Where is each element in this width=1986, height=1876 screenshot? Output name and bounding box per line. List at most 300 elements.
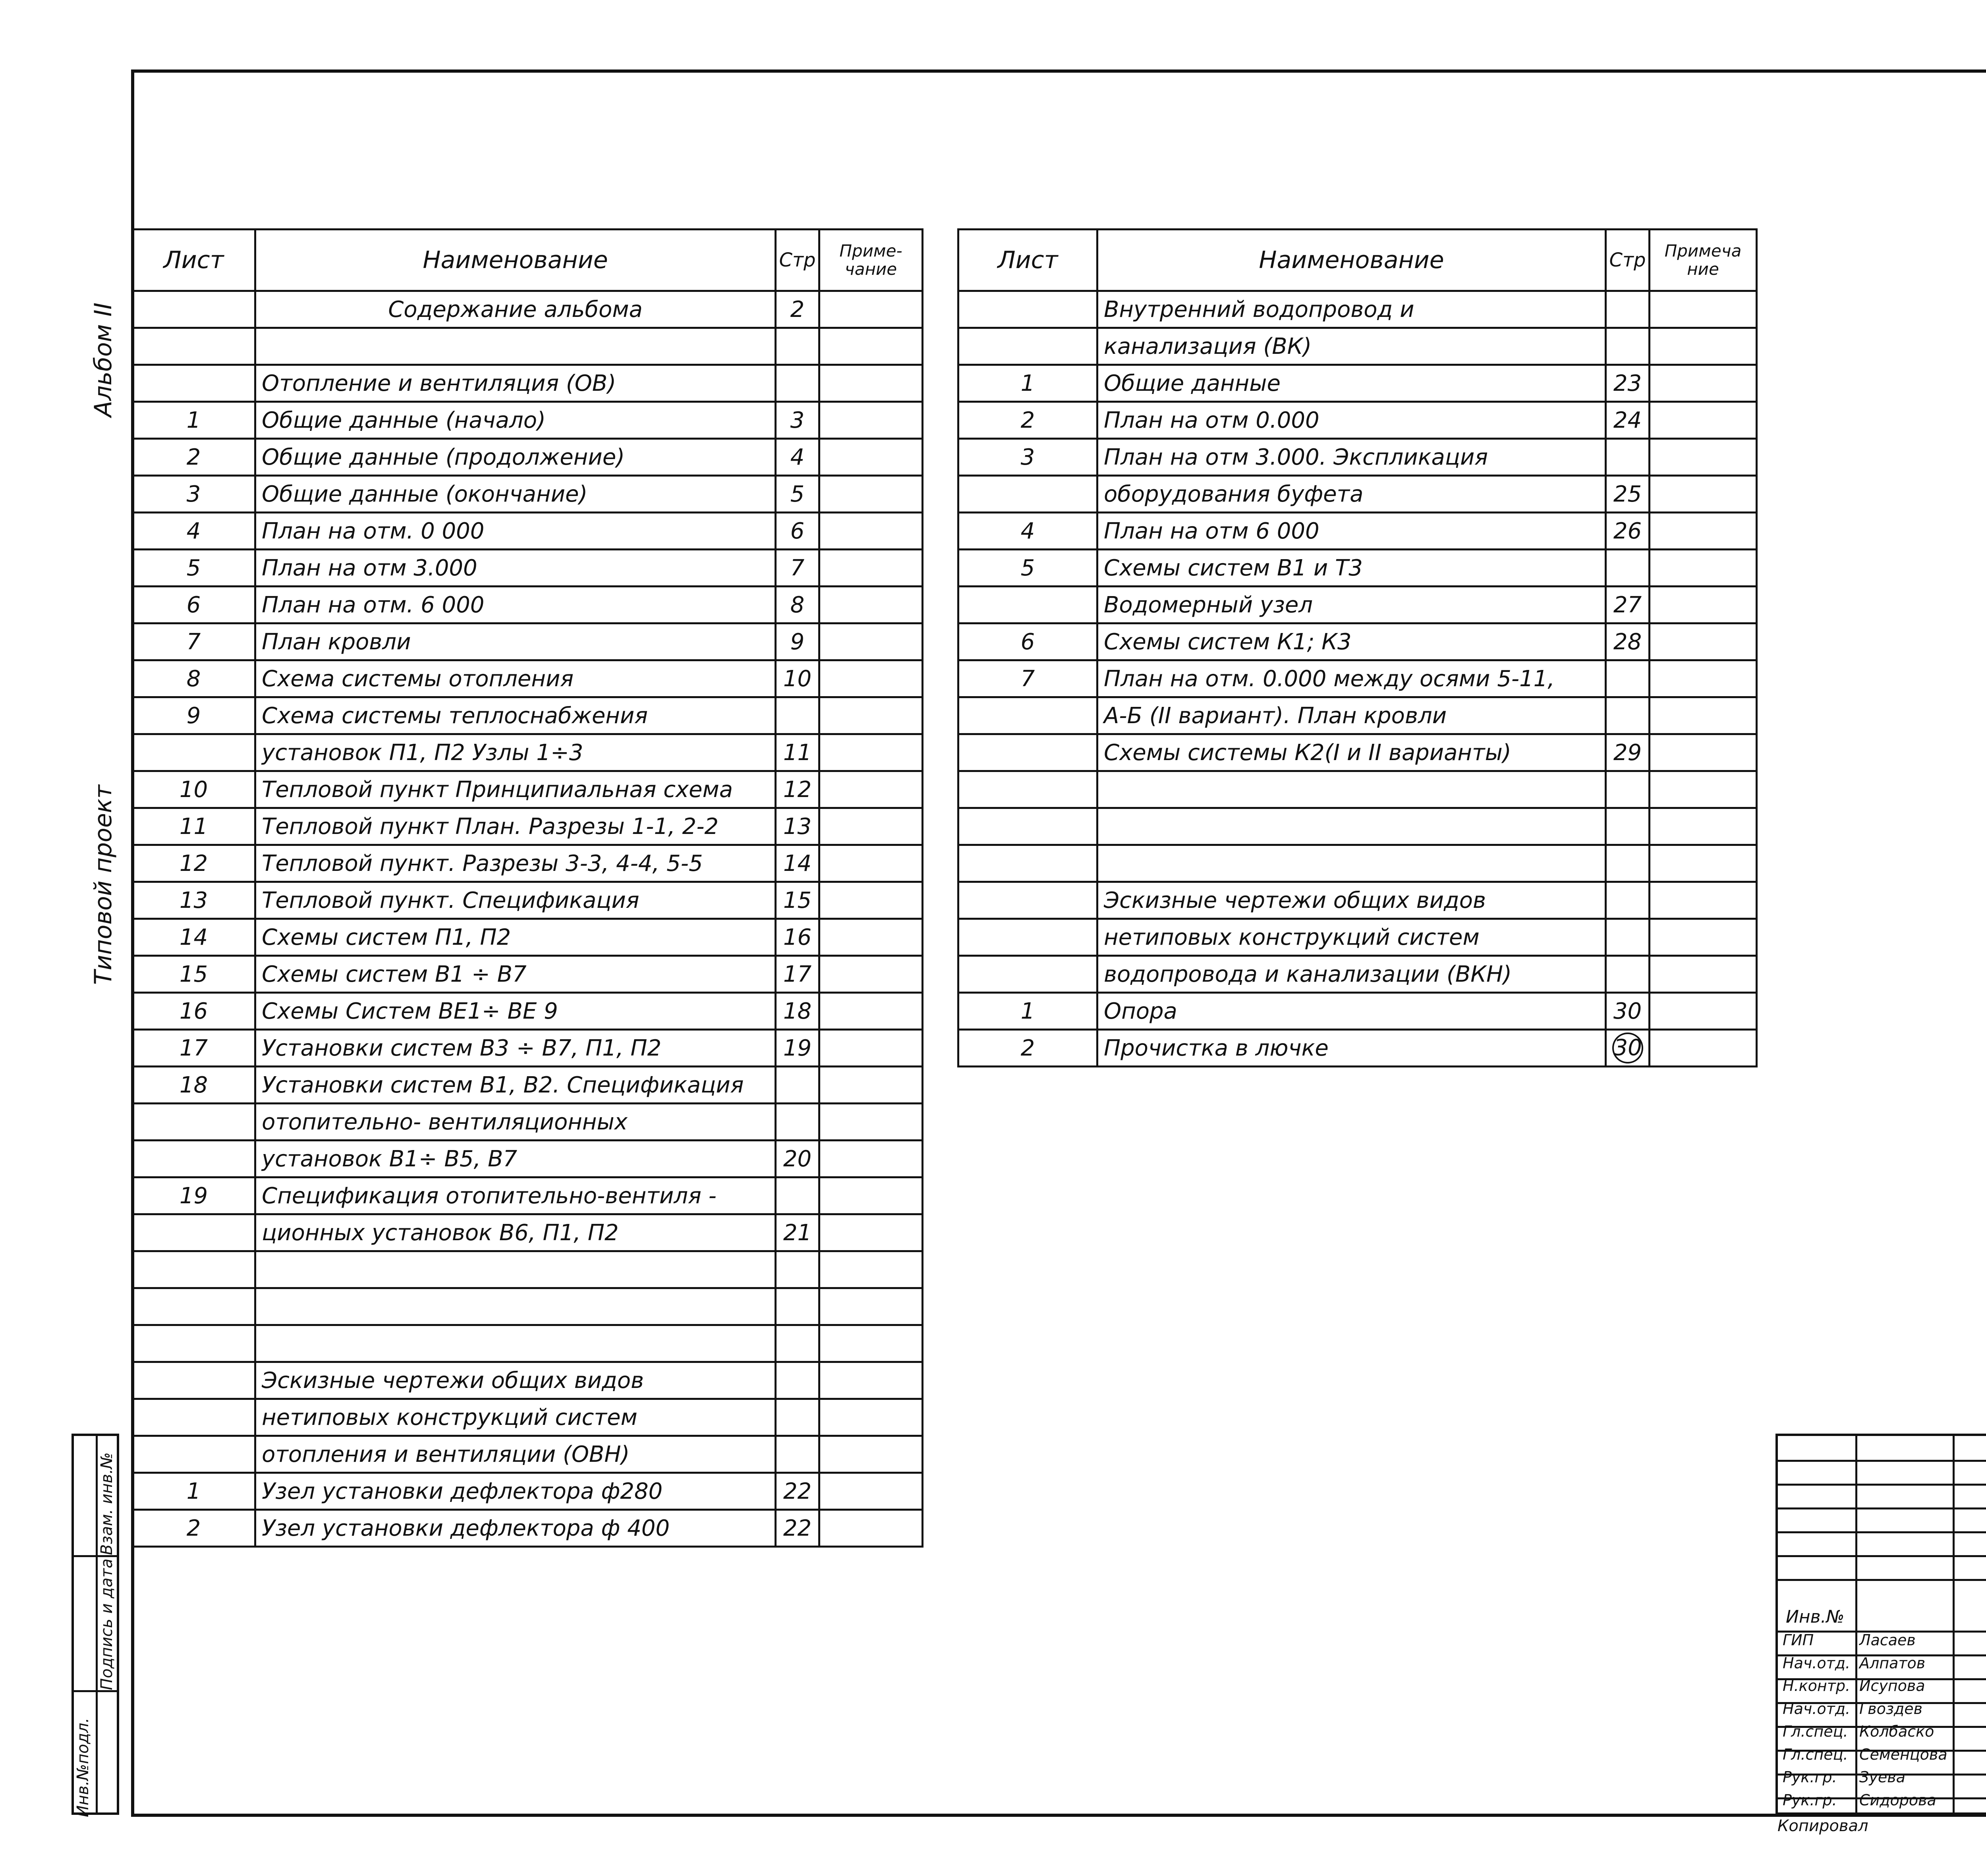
row-note	[819, 993, 923, 1030]
row-page: 6	[776, 513, 819, 550]
row-name: оборудования буфета	[1097, 476, 1606, 513]
staff-name: Алпатов	[1859, 1654, 1926, 1672]
row-note	[819, 1177, 923, 1214]
row-note	[819, 771, 923, 808]
row-note	[1650, 439, 1757, 476]
row-name: Схемы систем В1 ÷ В7	[255, 956, 776, 993]
table-row	[132, 1399, 923, 1436]
row-note	[1650, 734, 1757, 771]
row-page: 25	[1606, 476, 1650, 513]
row-sheet: 3	[132, 476, 255, 513]
row-note	[819, 697, 923, 734]
row-name: Водомерный узел	[1097, 587, 1606, 623]
row-page: 13	[776, 808, 819, 845]
row-note	[819, 1473, 923, 1510]
row-sheet	[132, 291, 255, 328]
row-note	[819, 1141, 923, 1177]
row-page: 22	[776, 1473, 819, 1510]
row-sheet: 11	[132, 808, 255, 845]
row-page	[1606, 956, 1650, 993]
row-page: 27	[1606, 587, 1650, 623]
row-note	[1650, 808, 1757, 845]
table-row	[132, 1214, 923, 1251]
staff-name: Сидорова	[1859, 1791, 1936, 1809]
row-sheet	[958, 587, 1097, 623]
row-page: 23	[1606, 365, 1650, 402]
row-name: План на отм. 0.000 между осями 5-11,	[1097, 660, 1606, 697]
row-sheet	[132, 1362, 255, 1399]
row-sheet	[132, 365, 255, 402]
table-row	[132, 882, 923, 919]
row-page: 26	[1606, 513, 1650, 550]
row-name: нетиповых конструкций систем	[255, 1399, 776, 1436]
row-page	[1606, 660, 1650, 697]
header-sheet: Лист	[132, 230, 255, 291]
title-block	[1775, 1434, 1986, 1815]
row-page: 17	[776, 956, 819, 993]
row-page	[776, 697, 819, 734]
row-sheet: 6	[958, 623, 1097, 660]
table-row	[132, 1510, 923, 1547]
row-page	[1606, 919, 1650, 956]
row-page: 21	[776, 1214, 819, 1251]
row-name: План на отм 3.000. Экспликация	[1097, 439, 1606, 476]
row-page: 20	[776, 1141, 819, 1177]
row-page	[1606, 845, 1650, 882]
table-row	[132, 1141, 923, 1177]
row-note	[819, 1030, 923, 1067]
staff-name: Зуева	[1859, 1768, 1905, 1786]
row-sheet	[958, 476, 1097, 513]
table-row	[132, 365, 923, 402]
row-page: 8	[776, 587, 819, 623]
row-name	[1097, 808, 1606, 845]
row-name: Схемы Систем ВЕ1÷ ВЕ 9	[255, 993, 776, 1030]
row-note	[1650, 623, 1757, 660]
row-sheet	[132, 1104, 255, 1141]
row-name: План на отм 6 000	[1097, 513, 1606, 550]
row-sheet: 5	[132, 550, 255, 587]
row-note	[819, 1436, 923, 1473]
table-row	[958, 734, 1757, 771]
row-note	[1650, 697, 1757, 734]
table-row	[958, 808, 1757, 845]
row-name: Спецификация отопительно-вентиля -	[255, 1177, 776, 1214]
row-note	[819, 328, 923, 365]
row-name: установок В1÷ В5, В7	[255, 1141, 776, 1177]
row-sheet	[958, 808, 1097, 845]
row-page: 24	[1606, 402, 1650, 439]
row-page	[776, 1067, 819, 1104]
stamp-inv-podl: Инв.№подл.	[74, 1718, 92, 1817]
table-row	[132, 550, 923, 587]
table-row	[132, 1325, 923, 1362]
staff-role: Нач.отд.	[1783, 1700, 1851, 1718]
row-name: Тепловой пункт Принципиальная схема	[255, 771, 776, 808]
row-sheet: 1	[958, 993, 1097, 1030]
row-page: 28	[1606, 623, 1650, 660]
row-page	[1606, 1030, 1650, 1067]
table-row	[958, 660, 1757, 697]
row-note	[1650, 365, 1757, 402]
row-note	[819, 587, 923, 623]
row-page: 11	[776, 734, 819, 771]
contents-table-right	[957, 228, 1758, 1067]
row-sheet: 2	[132, 1510, 255, 1547]
row-page	[776, 365, 819, 402]
table-row	[958, 365, 1757, 402]
row-name: Опора	[1097, 993, 1606, 1030]
row-page	[1606, 550, 1650, 587]
table-row	[132, 1288, 923, 1325]
row-note	[1650, 919, 1757, 956]
table-row	[958, 993, 1757, 1030]
side-label-project: Типовой проект	[89, 785, 117, 985]
row-name: Эскизные чертежи общих видов	[1097, 882, 1606, 919]
row-page: 14	[776, 845, 819, 882]
row-page	[776, 1399, 819, 1436]
row-sheet: 19	[132, 1177, 255, 1214]
row-sheet: 18	[132, 1067, 255, 1104]
row-sheet	[958, 771, 1097, 808]
row-name: План на отм 3.000	[255, 550, 776, 587]
row-note	[819, 1067, 923, 1104]
table-row	[132, 291, 923, 328]
row-sheet: 9	[132, 697, 255, 734]
row-page	[776, 1325, 819, 1362]
row-sheet	[132, 1399, 255, 1436]
row-note	[1650, 328, 1757, 365]
row-page: 18	[776, 993, 819, 1030]
row-sheet: 1	[132, 402, 255, 439]
row-name: Схемы системы К2(I и II варианты)	[1097, 734, 1606, 771]
row-sheet: 2	[958, 1030, 1097, 1067]
row-name: водопровода и канализации (ВКН)	[1097, 956, 1606, 993]
row-sheet: 3	[958, 439, 1097, 476]
table-row	[132, 328, 923, 365]
row-name: А-Б (II вариант). План кровли	[1097, 697, 1606, 734]
stamp-vzam-inv: Взам. инв.№	[98, 1452, 116, 1555]
row-note	[1650, 402, 1757, 439]
row-page	[776, 328, 819, 365]
table-row	[958, 771, 1757, 808]
row-page	[776, 1177, 819, 1214]
header-name: Наименование	[255, 230, 776, 291]
table-row	[132, 734, 923, 771]
row-name: ционных установок В6, П1, П2	[255, 1214, 776, 1251]
table-row	[132, 1362, 923, 1399]
row-name: Эскизные чертежи общих видов	[255, 1362, 776, 1399]
row-page: 3	[776, 402, 819, 439]
contents-table-left	[131, 228, 923, 1548]
table-row	[132, 439, 923, 476]
row-page-circled: 30	[1612, 1033, 1643, 1063]
left-stamp	[71, 1434, 119, 1815]
table-row	[958, 956, 1757, 993]
header-name: Наименование	[1097, 230, 1606, 291]
row-note	[1650, 513, 1757, 550]
row-page	[776, 1288, 819, 1325]
staff-name: Колбаско	[1859, 1723, 1934, 1740]
table-row	[132, 1473, 923, 1510]
row-page	[1606, 291, 1650, 328]
staff-role: Гл.спец.	[1783, 1723, 1848, 1740]
row-note	[1650, 660, 1757, 697]
table-row	[958, 623, 1757, 660]
stamp-signature-date: Подпись и дата	[98, 1558, 116, 1690]
table-row	[132, 808, 923, 845]
table-row	[132, 587, 923, 623]
row-name: План на отм 0.000	[1097, 402, 1606, 439]
row-page: 30	[1606, 993, 1650, 1030]
staff-name: Семенцова	[1859, 1745, 1947, 1763]
table-row	[132, 919, 923, 956]
row-name: Схемы систем В1 и Т3	[1097, 550, 1606, 587]
row-sheet: 15	[132, 956, 255, 993]
table-row	[132, 697, 923, 734]
row-name	[1097, 771, 1606, 808]
row-sheet: 2	[958, 402, 1097, 439]
row-note	[819, 956, 923, 993]
row-name: Отопление и вентиляция (ОВ)	[255, 365, 776, 402]
staff-role: Рук.гр.	[1783, 1768, 1837, 1786]
row-name: нетиповых конструкций систем	[1097, 919, 1606, 956]
row-sheet	[132, 1251, 255, 1288]
row-note	[819, 1510, 923, 1547]
row-name: Схема системы отопления	[255, 660, 776, 697]
row-sheet: 4	[132, 513, 255, 550]
row-note	[1650, 956, 1757, 993]
row-page: 12	[776, 771, 819, 808]
row-sheet	[132, 1141, 255, 1177]
row-note	[819, 919, 923, 956]
row-note	[1650, 476, 1757, 513]
table-row	[132, 1104, 923, 1141]
row-note	[819, 845, 923, 882]
row-sheet	[132, 1288, 255, 1325]
row-sheet: 14	[132, 919, 255, 956]
row-sheet: 8	[132, 660, 255, 697]
row-note	[819, 882, 923, 919]
table-row	[958, 919, 1757, 956]
table-row	[132, 956, 923, 993]
row-sheet	[132, 734, 255, 771]
table-row	[132, 513, 923, 550]
staff-role: Н.контр.	[1783, 1677, 1851, 1695]
row-name: План кровли	[255, 623, 776, 660]
row-sheet: 7	[958, 660, 1097, 697]
row-name	[255, 328, 776, 365]
header-page: Стр	[776, 230, 819, 291]
row-name: Тепловой пункт. Спецификация	[255, 882, 776, 919]
row-name: Схемы систем К1; К3	[1097, 623, 1606, 660]
row-name: Тепловой пункт. Разрезы 3-3, 4-4, 5-5	[255, 845, 776, 882]
table-row	[958, 476, 1757, 513]
row-page	[1606, 697, 1650, 734]
table-row	[958, 845, 1757, 882]
table-row	[958, 328, 1757, 365]
row-note	[819, 734, 923, 771]
table-row	[132, 771, 923, 808]
row-sheet: 1	[132, 1473, 255, 1510]
row-note	[819, 439, 923, 476]
row-note	[819, 808, 923, 845]
row-sheet: 6	[132, 587, 255, 623]
row-page	[1606, 808, 1650, 845]
side-label-album: Альбом II	[89, 302, 117, 417]
row-sheet: 5	[958, 550, 1097, 587]
row-page	[776, 1104, 819, 1141]
table-row	[132, 660, 923, 697]
row-name	[255, 1288, 776, 1325]
table-row	[958, 439, 1757, 476]
row-page: 4	[776, 439, 819, 476]
row-page: 15	[776, 882, 819, 919]
table-row	[958, 402, 1757, 439]
row-name: Узел установки дефлектора ф280	[255, 1473, 776, 1510]
row-sheet	[958, 734, 1097, 771]
row-note	[819, 1362, 923, 1399]
row-note	[1650, 882, 1757, 919]
row-note	[819, 402, 923, 439]
row-name	[1097, 845, 1606, 882]
staff-role: Гл.спец.	[1783, 1745, 1848, 1763]
row-page: 2	[776, 291, 819, 328]
staff-name: Ласаев	[1859, 1631, 1916, 1649]
row-page	[1606, 328, 1650, 365]
row-note	[1650, 291, 1757, 328]
table-row	[132, 1251, 923, 1288]
row-sheet	[958, 919, 1097, 956]
row-sheet: 16	[132, 993, 255, 1030]
row-name	[255, 1251, 776, 1288]
row-name: Общие данные (продолжение)	[255, 439, 776, 476]
table-row	[958, 587, 1757, 623]
header-note: Примеча ние	[1650, 230, 1757, 291]
row-name: отопления и вентиляции (ОВН)	[255, 1436, 776, 1473]
row-note	[1650, 771, 1757, 808]
row-note	[819, 623, 923, 660]
row-sheet	[958, 882, 1097, 919]
table-row	[958, 550, 1757, 587]
row-name: Схемы систем П1, П2	[255, 919, 776, 956]
row-page: 22	[776, 1510, 819, 1547]
table-row	[958, 697, 1757, 734]
row-page	[776, 1436, 819, 1473]
row-name: План на отм. 6 000	[255, 587, 776, 623]
row-note	[819, 660, 923, 697]
row-name	[255, 1325, 776, 1362]
row-page: 29	[1606, 734, 1650, 771]
table-row	[132, 1067, 923, 1104]
row-sheet	[132, 328, 255, 365]
row-sheet	[958, 697, 1097, 734]
row-page	[776, 1251, 819, 1288]
table-row	[958, 1030, 1757, 1067]
table-row	[132, 402, 923, 439]
row-note	[819, 476, 923, 513]
row-page: 16	[776, 919, 819, 956]
row-note	[819, 550, 923, 587]
row-page: 7	[776, 550, 819, 587]
row-note	[819, 513, 923, 550]
table-row	[958, 513, 1757, 550]
row-name: Узел установки дефлектора ф 400	[255, 1510, 776, 1547]
row-page: 5	[776, 476, 819, 513]
row-page	[1606, 771, 1650, 808]
row-note	[819, 1251, 923, 1288]
row-note	[819, 365, 923, 402]
table-row	[958, 882, 1757, 919]
table-row	[958, 291, 1757, 328]
staff-role: Нач.отд.	[1783, 1654, 1851, 1672]
staff-name: Исупова	[1859, 1677, 1925, 1695]
row-page: 9	[776, 623, 819, 660]
table-row	[132, 845, 923, 882]
row-note	[819, 1399, 923, 1436]
row-note	[819, 1288, 923, 1325]
row-sheet: 10	[132, 771, 255, 808]
table-row	[132, 476, 923, 513]
row-name: Общие данные	[1097, 365, 1606, 402]
staff-name: Гвоздев	[1859, 1700, 1923, 1718]
row-note	[1650, 550, 1757, 587]
row-page	[776, 1362, 819, 1399]
row-note	[819, 1325, 923, 1362]
row-sheet	[132, 1436, 255, 1473]
row-name: Установки систем В3 ÷ В7, П1, П2	[255, 1030, 776, 1067]
row-sheet	[132, 1214, 255, 1251]
row-sheet: 17	[132, 1030, 255, 1067]
row-note	[819, 291, 923, 328]
staff-role: Рук.гр.	[1783, 1791, 1837, 1809]
table-row	[132, 993, 923, 1030]
row-name: Общие данные (начало)	[255, 402, 776, 439]
row-name: Прочистка в лючке	[1097, 1030, 1606, 1067]
row-note	[819, 1104, 923, 1141]
row-name: Содержание альбома	[255, 291, 776, 328]
row-sheet	[958, 845, 1097, 882]
header-note: Приме- чание	[819, 230, 923, 291]
row-sheet: 2	[132, 439, 255, 476]
row-page	[1606, 439, 1650, 476]
row-name: Внутренний водопровод и	[1097, 291, 1606, 328]
row-page: 10	[776, 660, 819, 697]
table-row	[132, 623, 923, 660]
row-note	[1650, 993, 1757, 1030]
header-page: Стр	[1606, 230, 1650, 291]
header-sheet: Лист	[958, 230, 1097, 291]
inv-label: Инв.№	[1786, 1607, 1845, 1627]
copied-label: Копировал	[1777, 1817, 1868, 1835]
row-sheet: 1	[958, 365, 1097, 402]
row-note	[1650, 587, 1757, 623]
row-sheet: 13	[132, 882, 255, 919]
row-sheet: 7	[132, 623, 255, 660]
row-name: установок П1, П2 Узлы 1÷3	[255, 734, 776, 771]
row-note	[1650, 845, 1757, 882]
row-sheet	[132, 1325, 255, 1362]
row-sheet: 12	[132, 845, 255, 882]
row-name: Установки систем В1, В2. Спецификация	[255, 1067, 776, 1104]
table-row	[132, 1177, 923, 1214]
row-name: Схема системы теплоснабжения	[255, 697, 776, 734]
row-note	[819, 1214, 923, 1251]
row-note	[1650, 1030, 1757, 1067]
table-row	[132, 1030, 923, 1067]
table-row	[132, 1436, 923, 1473]
row-name: План на отм. 0 000	[255, 513, 776, 550]
